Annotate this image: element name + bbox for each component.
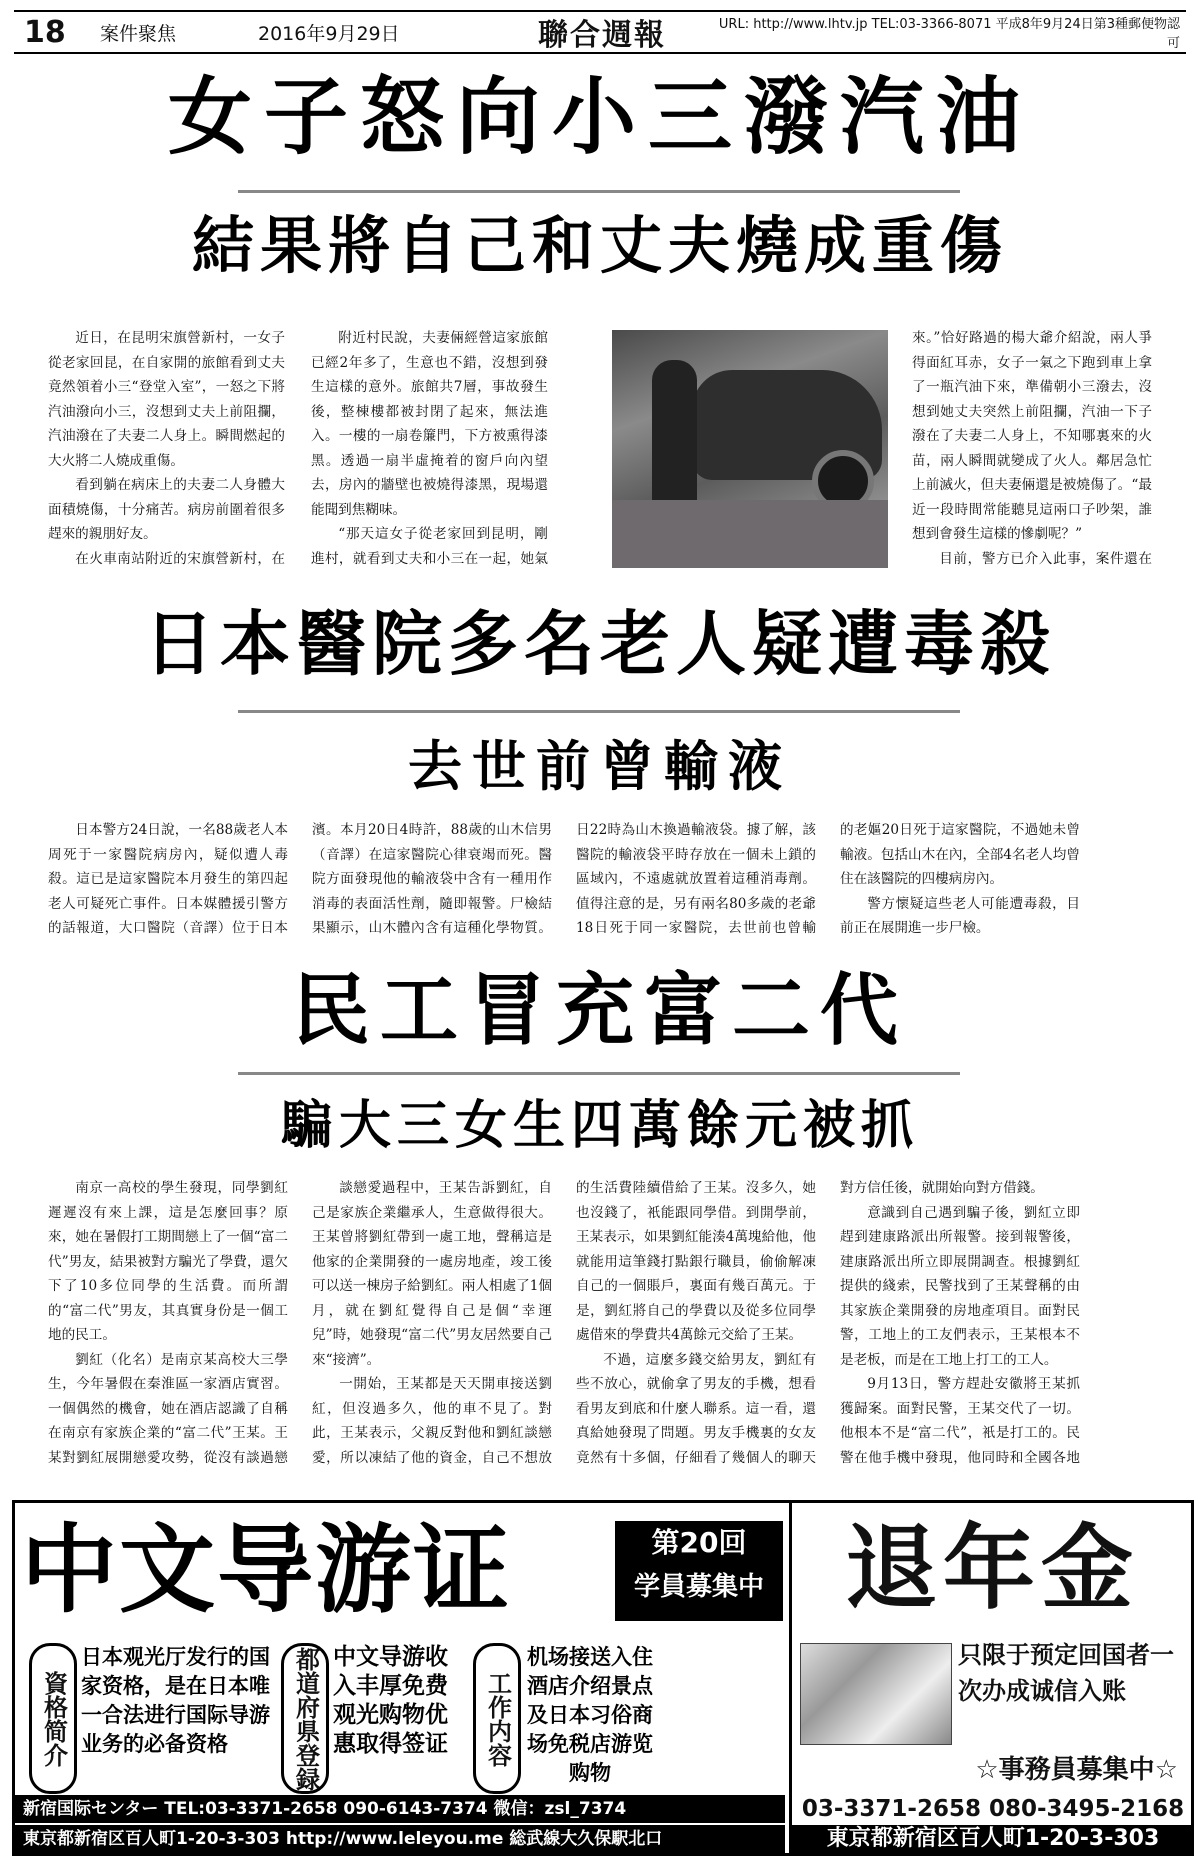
ad-guide-license: [15, 1503, 785, 1853]
ad-oval-qualification: 資格简介: [29, 1643, 77, 1794]
article2-headline: 日本醫院多名老人疑遭毒殺: [144, 603, 1056, 685]
paragraph: 濱。本月20日4時許，88歲的山木信男（音譯）在這家醫院心律衰竭而死。醫院方面發現他的輸液袋中含有一種用作消毒的表面活性劑，隨即報警。尸檢結果顯示，山木體內含有這種化學物質。: [312, 822, 552, 936]
news-photo: [612, 330, 888, 568]
paragraph: 附近村民說，夫妻倆經營這家旅館已經2年多了，生意也不錯，沒想到發生這樣的意外。旅館共7層，事故發生後，整棟樓都被封閉了起來，無法進入。一樓的一扇卷簾門，下方被熏得漆黑。透過一扇半虛掩着的窗戶向內望去，房內的牆壁也被燒得漆黑，現場還能聞到焦糊味。: [311, 330, 548, 518]
issue-date: 2016年9月29日: [258, 22, 400, 45]
article1-headline: 女子怒向小三潑汽油: [167, 68, 1032, 166]
paragraph: 意識到自己遇到騙子後，劉紅立即趕到建康路派出所報警。接到報警後，建康路派出所立即展開調查。根據劉紅提供的綫索，民警找到了王某聲稱的由其家族企業開發的房地產項目。面對民警，工地上的工友們表示，王某根本不是老板，而是在工地上打工的工人。: [840, 1204, 1080, 1368]
page-header: [14, 10, 1186, 54]
paragraph: 南京一高校的學生發現，同學劉紅遲遲沒有來上課，這是怎麼回事？原來，她在暑假打工期間戀上了一個“富二代”男友，結果被對方騙光了學費，還欠下了10多位同學的生活費。而所謂的“富二代”男友，其真實身份是一個工地的民工。: [48, 1180, 288, 1343]
paragraph: 近日，在昆明宋旗營新村，一女子從老家回昆，在自家開的旅館看到丈夫竟然領着小三“登堂入室”，一怒之下將汽油潑向小三，沒想到丈夫上前阻攔，汽油潑在了夫妻二人身上。瞬間燃起的大火將二人燒成重傷。: [48, 330, 285, 469]
paragraph: 日本警方24日說，一名88歲老人本周死于一家醫院病房內，疑似遭人毒殺。這已是這家醫院本月發生的第四起老人可疑死亡事件。日本媒體援引警方的話報道，大口醫院（音譯）位于日本: [48, 822, 288, 936]
article3-headline: 民工冒充富二代: [291, 966, 908, 1056]
paper-name: 聯合週報: [538, 18, 666, 53]
ad-pension: [789, 1503, 1194, 1853]
paragraph: 來。”恰好路過的楊大爺介紹說，兩人爭得面紅耳赤，女子一氣之下跑到車上拿了一瓶汽油下來，準備朝小三潑去，沒想到她丈夫突然上前阻攔，汽油一下子潑在了夫妻二人身上，不知哪裏來的火苗，兩人瞬間就變成了火人。鄰居急忙上前滅火，但夫妻倆還是被燒傷了。“最近一段時間常能聽見這兩口子吵架，誰想到會發生這樣的慘劇呢？”: [912, 330, 1152, 542]
article1-subhead: 結果將自己和丈夫燒成重傷: [191, 209, 1008, 282]
money-image: [800, 1643, 952, 1745]
ad-right-title: 退年金: [844, 1515, 1139, 1622]
article1-body: [48, 326, 548, 571]
ad-text-benefits: 中文导游收入丰厚免费观光购物优惠取得签证: [333, 1644, 448, 1757]
paragraph: “那天這女子從老家回到昆明，剛進村，就看到丈夫和小三在一起，她氣: [311, 526, 548, 567]
paragraph: 不過，這麼多錢交給男友，劉紅有些不放心，就偷拿了男友的手機，想看看男友到底和什麼人聯系。這一看，還真給她發現了問題。男友手機裏的女友竟然有十多個，仔細看了幾個人的聊天: [576, 1351, 816, 1466]
paragraph: 看到躺在病床上的夫妻二人身體大面積燒傷，十分痛苦。病房前圍着很多趕來的親朋好友。: [48, 477, 285, 542]
ad-recruit-box: [615, 1521, 783, 1621]
ad-footer-address: 東京都新宿区百人町1-20-3-303 http://www.leleyou.me 総武線大久保駅北口: [15, 1825, 785, 1853]
paragraph: 劉紅（化名）是南京某高校大三學生，今年暑假在秦淮區一家酒店實習。一個偶然的機會，她在酒店認識了自稱在南京有家族企業的“富二代”王某。王某對劉紅展開戀愛攻勢，從沒有談過戀: [48, 1351, 288, 1466]
article3-col3: [576, 1176, 816, 1472]
paragraph: 在火車南站附近的宋旗營新村，在: [75, 550, 285, 567]
article2-body: [48, 818, 1080, 943]
article3-col1: [48, 1176, 288, 1472]
article2-col2: [312, 818, 552, 943]
article1-col1: [48, 326, 285, 571]
article2-col1: [48, 818, 288, 943]
ad-right-address: 東京都新宿区百人町1-20-3-303: [792, 1825, 1194, 1853]
page-number: 18: [24, 14, 66, 50]
advertisement: [12, 1500, 1194, 1856]
article2-rule: [238, 710, 960, 713]
article3-col2: [312, 1176, 552, 1472]
paragraph: 日22時為山木換過輸液袋。據了解，該醫院的輸液袋平時存放在一個未上鎖的區域內，不遠處就放置着這種消毒劑。值得注意的是，另有兩名80多歲的老爺18日死于同一家醫院，去世前也曾輸: [576, 822, 816, 936]
article3-col4: [840, 1176, 1080, 1472]
paragraph: 的老嫗20日死于這家醫院，不過她未曾輸液。包括山木在內，全部4名老人均曾住在該醫院的四樓病房內。: [840, 822, 1080, 887]
ad-oval-registration: 都道府県登録: [281, 1643, 329, 1794]
photo-person: [652, 360, 697, 510]
paragraph: 對方信任後，就開始向對方借錢。: [840, 1180, 1044, 1196]
ad-right-phones: 03-3371-2658 080-3495-2168: [801, 1796, 1185, 1822]
article1-col4: [912, 326, 1152, 571]
article3-subhead: 騙大三女生四萬餘元被抓: [280, 1095, 919, 1156]
paragraph: 的生活費陸續借給了王某。沒多久，她也沒錢了，衹能跟同學借。到開學前，王某表示，如果劉紅能湊4萬塊給他，他就能用這筆錢打點銀行職員，偷偷解凍自己的一個賬戶，裏面有幾百萬元。于是，劉紅將自己的學費以及從多位同學處借來的學費共4萬餘元交給了王某。: [576, 1180, 816, 1343]
paragraph: 警方懷疑這些老人可能遭毒殺，目前正在展開進一步尸檢。: [840, 895, 1080, 936]
article2-col4: [840, 818, 1080, 943]
ad-right-star: ☆事務員募集中☆: [975, 1755, 1178, 1785]
article3-body: [48, 1176, 1080, 1472]
ad-recruit: 学員募集中: [633, 1572, 764, 1602]
paragraph: 談戀愛過程中，王某告訴劉紅，自己是家族企業繼承人，生意做得很大。王某曾將劉紅帶到一處工地，聲稱這是他家的企業開發的一處房地產，竣工後可以送一棟房子給劉紅。兩人相處了1個月，就在劉紅覺得自己是個“幸運兒”時，她發現“富二代”男友居然要自己來“接濟”。: [312, 1180, 552, 1368]
ad-footer-phone: 新宿国际センター TEL:03-3371-2658 090-6143-7374 微信：zsl_7374: [15, 1795, 785, 1823]
article1-rule: [238, 190, 960, 193]
article2-subhead: 去世前曾輸液: [408, 734, 792, 798]
article3-rule: [238, 1072, 960, 1075]
header-meta: URL: http://www.lhtv.jp TEL:03-3366-8071 平成8年9月24日第3種郵便物認可: [718, 17, 1180, 51]
paragraph: 9月13日，警方趕赴安徽將王某抓獲歸案。面對民警，王某交代了一切。他根本不是“富二代”，衹是打工的。民警在他手機中發現，他同時和全國各地: [840, 1376, 1080, 1466]
ad-text-qualification: 日本观光厅发行的国家资格，是在日本唯一合法进行国际导游业务的必备资格: [81, 1645, 270, 1756]
article2-col3: [576, 818, 816, 943]
article1-body-right: [912, 326, 1152, 571]
paragraph: 一開始，王某都是天天開車接送劉紅，但沒過多久，他的車不見了。對此，王某表示，父親反對他和劉紅談戀愛，所以凍結了他的資金，自己不想放: [312, 1376, 552, 1466]
article1-col2: [311, 326, 548, 571]
photo-ground: [612, 500, 888, 568]
ad-text-work: 机场接送入住酒店介绍景点及日本习俗商场免税店游览购物: [527, 1645, 653, 1785]
ad-oval-work: 工作内容: [473, 1643, 521, 1794]
ad-big-title: 中文导游证: [21, 1514, 511, 1626]
ad-right-only: 只限于预定回国者一次办成诚信入账: [958, 1641, 1174, 1705]
section-name: 案件聚焦: [100, 22, 177, 45]
ad-round: 第20回: [651, 1526, 747, 1559]
paragraph: 目前，警方已介入此事，案件還在: [939, 550, 1152, 567]
